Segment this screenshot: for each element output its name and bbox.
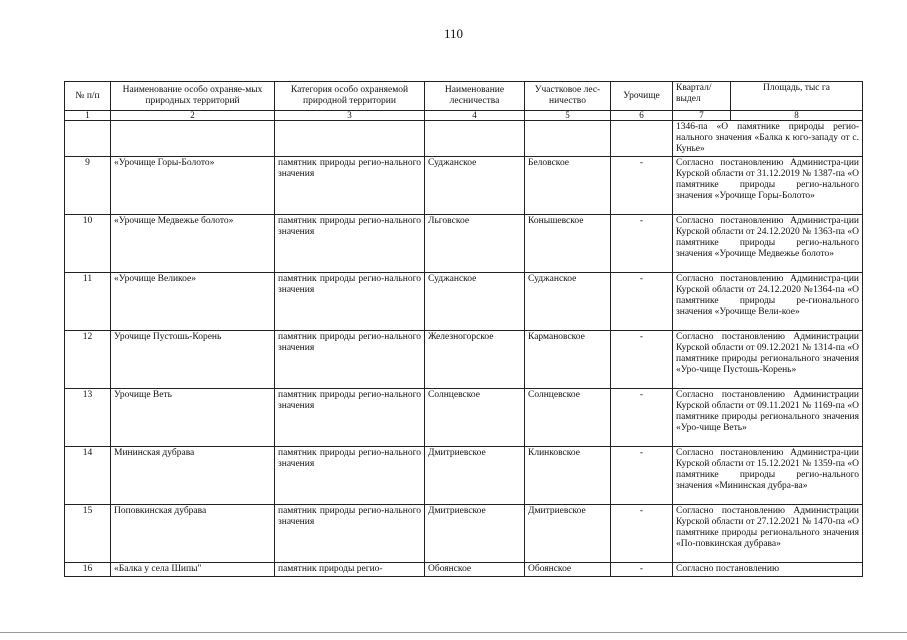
row-number: 9: [65, 157, 111, 215]
urochishche: -: [611, 331, 673, 389]
protected-areas-table: [64, 81, 863, 577]
row-number: 13: [65, 389, 111, 447]
header-cell: Квартал/ выдел: [673, 82, 731, 111]
table-row: [65, 447, 863, 505]
category: памятник природы регио-нального значения: [275, 331, 425, 389]
header-cell: Участковое лес-ничество: [525, 82, 611, 111]
header-cell: Площадь, тыс га: [731, 82, 863, 111]
area-text: Согласно постановлению Администра-ции Курской области от 15.12.2021 № 1359-па «О памятнике природы регио-нального значения «Мининская дубра-ва»: [673, 447, 863, 505]
area-name: «Урочище Горы-Болото»: [111, 157, 275, 215]
category: памятник природы регио-нального значения: [275, 273, 425, 331]
table-row: [65, 505, 863, 563]
area-name: «Урочище Медвежье болото»: [111, 215, 275, 273]
row-number: 14: [65, 447, 111, 505]
table-row: [65, 331, 863, 389]
forestry: Железногорское: [425, 331, 525, 389]
urochishche: -: [611, 157, 673, 215]
area-name: «Балка у села Шипы": [111, 563, 275, 577]
category: памятник природы регио-нального значения: [275, 215, 425, 273]
category: памятник природы регио-нального значения: [275, 389, 425, 447]
column-number: 1: [65, 111, 111, 121]
page-number: 110: [443, 26, 464, 41]
category: памятник природы регио-нального значения: [275, 157, 425, 215]
column-number: 3: [275, 111, 425, 121]
district-forestry: Кармановское: [525, 331, 611, 389]
header-cell: Наименование лесничества: [425, 82, 525, 111]
header-cell: Наименование особо охраняе-мых природных территорий: [111, 82, 275, 111]
table-row: [65, 389, 863, 447]
forestry: Льговское: [425, 215, 525, 273]
urochishche: -: [611, 447, 673, 505]
area-text: Согласно постановлению Администрации Курской области от 09.11.2021 № 1169-па «О памятнике природы регионального значения «Уро-чище Веть»: [673, 389, 863, 447]
district-forestry: Солнцевское: [525, 389, 611, 447]
table-row: [65, 121, 863, 157]
column-number: 6: [611, 111, 673, 121]
page-bottom-rule: [0, 632, 907, 633]
table-header-row: [65, 82, 863, 111]
header-cell: Урочище: [611, 82, 673, 111]
district-forestry: Дмитриевское: [525, 505, 611, 563]
table-row: [65, 157, 863, 215]
area-text: Согласно постановлению Администра-ции Курской области от 24.12.2020 № 1363-па «О памятнике природы регио-нального значения «Урочище Медвежье болото»: [673, 215, 863, 273]
forestry: Суджанское: [425, 157, 525, 215]
category: памятник природы регио-нального значения: [275, 505, 425, 563]
area-name: Поповкинская дубрава: [111, 505, 275, 563]
area-text: Согласно постановлению Администра-ции Курской области от 31.12.2019 № 1387-па «О памятнике природы регио-нального значения «Урочище Горы-Болото»: [673, 157, 863, 215]
area-name: «Урочище Великое»: [111, 273, 275, 331]
urochishche: -: [611, 273, 673, 331]
row-number: 15: [65, 505, 111, 563]
forestry: Суджанское: [425, 273, 525, 331]
table-row: [65, 215, 863, 273]
row-number: 12: [65, 331, 111, 389]
column-number-row: [65, 111, 863, 121]
row-number: 10: [65, 215, 111, 273]
column-number: 5: [525, 111, 611, 121]
column-number: 4: [425, 111, 525, 121]
header-cell: № п/п: [65, 82, 111, 111]
category: памятник природы регио-: [275, 563, 425, 577]
continuation-cell: 1346-па «О памятнике природы регио-нального значения «Балка к юго-западу от с. Кунье»: [673, 121, 863, 157]
forestry: Обоянское: [425, 563, 525, 577]
row-number: 16: [65, 563, 111, 577]
forestry: Дмитриевское: [425, 447, 525, 505]
district-forestry: Обоянское: [525, 563, 611, 577]
district-forestry: Суджанское: [525, 273, 611, 331]
urochishche: -: [611, 389, 673, 447]
area-text: Согласно постановлению: [673, 563, 863, 577]
column-number: 7: [673, 111, 731, 121]
area-text: Согласно постановлению Администрации Курской области от 27.12.2021 № 1470-па «О памятнике природы регионального значения «По-повкинская дубрава»: [673, 505, 863, 563]
row-number: 11: [65, 273, 111, 331]
forestry: Дмитриевское: [425, 505, 525, 563]
area-name: Урочище Веть: [111, 389, 275, 447]
district-forestry: Клинковское: [525, 447, 611, 505]
category: памятник природы регио-нального значения: [275, 447, 425, 505]
area-text: Согласно постановлению Администрации Курской области от 09.12.2021 № 1314-па «О памятнике природы регионального значения «Уро-чище Пустошь-Корень»: [673, 331, 863, 389]
forestry: Солнцевское: [425, 389, 525, 447]
urochishche: -: [611, 505, 673, 563]
area-name: Мининская дубрава: [111, 447, 275, 505]
area-name: Урочище Пустошь-Корень: [111, 331, 275, 389]
urochishche: -: [611, 563, 673, 577]
district-forestry: Беловское: [525, 157, 611, 215]
area-text: Согласно постановлению Администра-ции Курской области от 24.12.2020 №1364-па «О памятнике природы ре-гионального значения «Урочище Вели-кое»: [673, 273, 863, 331]
header-cell: Категория особо охраняемой природной территории: [275, 82, 425, 111]
table-row: [65, 273, 863, 331]
column-number: 2: [111, 111, 275, 121]
table-row: [65, 563, 863, 577]
district-forestry: Конышевское: [525, 215, 611, 273]
urochishche: -: [611, 215, 673, 273]
column-number: 8: [731, 111, 863, 121]
